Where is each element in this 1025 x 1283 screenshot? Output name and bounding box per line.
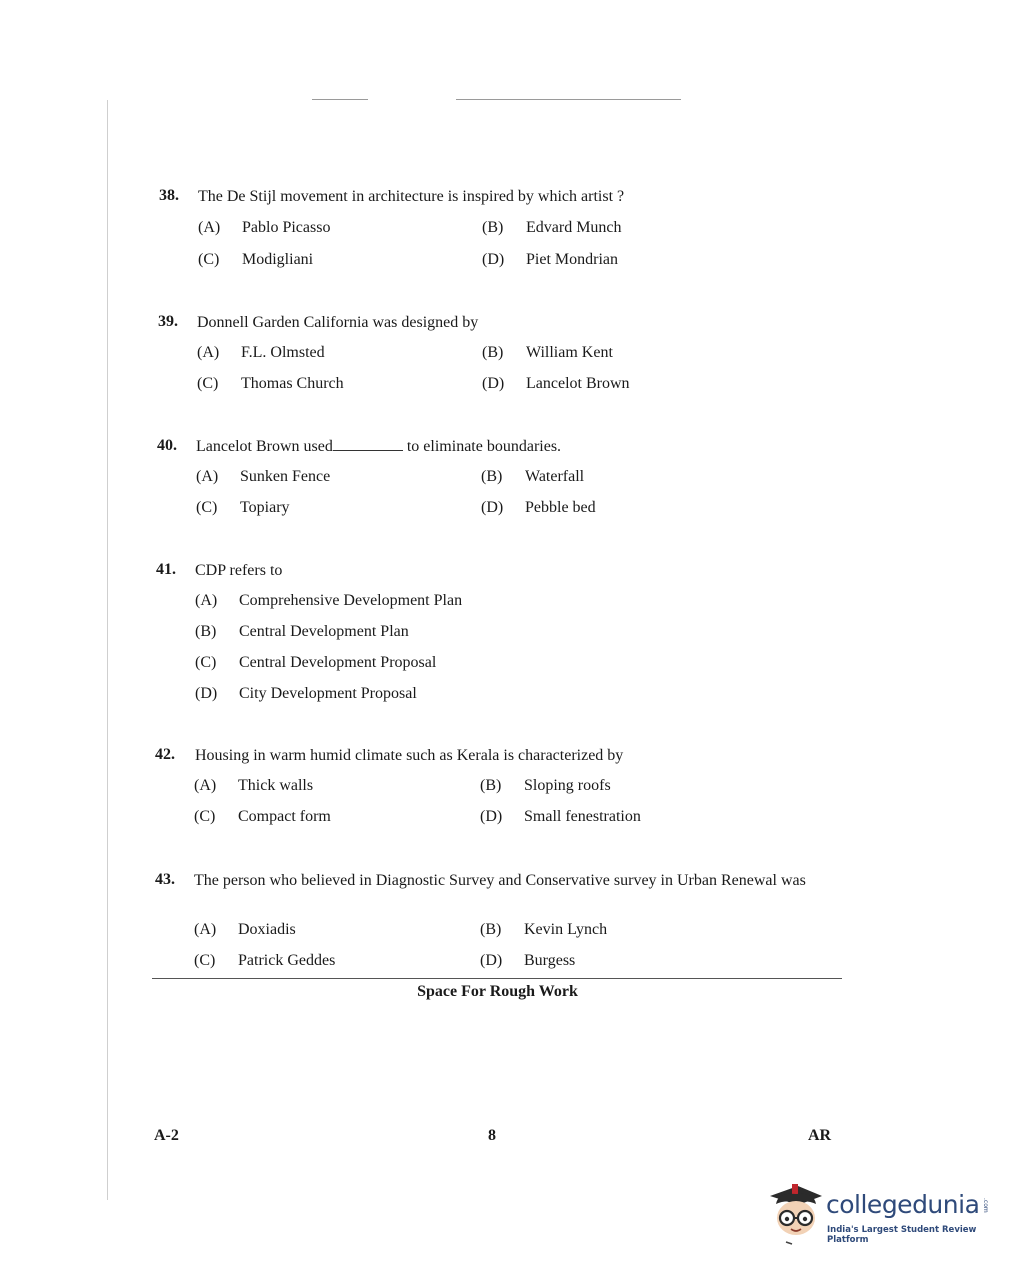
option-text: Central Development Plan (239, 623, 409, 640)
option-label: (A) (197, 344, 220, 361)
option-text: Topiary (240, 499, 290, 516)
option-label: (D) (482, 375, 505, 392)
option-text: Thomas Church (241, 375, 344, 392)
collegedunia-logo[interactable] (768, 1178, 998, 1248)
rough-work-heading: Space For Rough Work (417, 983, 578, 1000)
logo-tagline: India's Largest Student Review Platform (827, 1225, 977, 1245)
option-label: (D) (482, 251, 505, 268)
option-text: Lancelot Brown (526, 375, 630, 392)
option-text: Burgess (524, 952, 576, 969)
top-dash-left (312, 99, 368, 100)
option-text: Waterfall (525, 468, 585, 485)
question-text: CDP refers to (195, 562, 283, 579)
option-a (194, 921, 296, 939)
option-text: Kevin Lynch (524, 921, 608, 938)
option-label: (A) (198, 219, 221, 236)
question-number: 41. (156, 561, 176, 578)
option-text: Sunken Fence (240, 468, 331, 485)
logo-wordmark: collegedunia (826, 1190, 980, 1219)
option-b (480, 777, 611, 795)
question-text: The De Stijl movement in architecture is inspired by which artist ? (198, 188, 625, 205)
fill-in-blank (333, 440, 403, 451)
option-b (480, 921, 607, 939)
margin-line (107, 100, 108, 1200)
option-text: Central Development Proposal (239, 654, 437, 671)
option-text: Modigliani (242, 251, 314, 268)
option-d (480, 808, 641, 826)
option-text: Pablo Picasso (242, 219, 331, 236)
option-label: (D) (480, 952, 503, 969)
option-a (195, 592, 462, 610)
question-text-after-blank: to eliminate boundaries. (406, 438, 562, 455)
option-text: Comprehensive Development Plan (239, 592, 463, 609)
option-b (481, 468, 584, 486)
option-text: City Development Proposal (239, 685, 417, 702)
option-label: (C) (197, 375, 219, 392)
option-text: Sloping roofs (524, 777, 611, 794)
option-text: Compact form (238, 808, 331, 825)
option-label: (C) (194, 808, 216, 825)
option-label: (A) (194, 921, 217, 938)
student-mascot-icon (768, 1178, 824, 1248)
option-b (482, 219, 622, 237)
footer-subject: AR (808, 1127, 832, 1144)
question-text (196, 437, 561, 456)
question-text: The person who believed in Diagnostic Survey and Conservative survey in Urban Renewal was (194, 872, 806, 889)
question-number: 42. (155, 746, 175, 763)
option-c (198, 251, 313, 269)
option-text: Patrick Geddes (238, 952, 336, 969)
option-text: Edvard Munch (526, 219, 622, 236)
option-c (195, 654, 436, 672)
question-text-before-blank: Lancelot Brown used (196, 438, 333, 455)
option-text: Pebble bed (525, 499, 596, 516)
top-dash-right (456, 99, 681, 100)
option-text: F.L. Olmsted (241, 344, 325, 361)
option-d (480, 952, 575, 970)
option-c (194, 808, 331, 826)
option-a (197, 344, 325, 362)
question-number: 43. (155, 871, 175, 888)
option-text: Doxiadis (238, 921, 296, 938)
option-d (482, 375, 630, 393)
option-label: (B) (482, 219, 504, 236)
option-label: (B) (482, 344, 504, 361)
option-a (196, 468, 330, 486)
option-label: (C) (194, 952, 216, 969)
option-a (198, 219, 330, 237)
option-label: (B) (195, 623, 217, 640)
option-text: Thick walls (238, 777, 314, 794)
option-b (482, 344, 613, 362)
footer-code: A-2 (154, 1127, 179, 1144)
option-label: (C) (198, 251, 220, 268)
question-text: Donnell Garden California was designed by (197, 314, 479, 331)
option-text: Piet Mondrian (526, 251, 618, 268)
option-label: (B) (481, 468, 503, 485)
page-number: 8 (488, 1127, 496, 1144)
option-d (482, 251, 618, 269)
option-label: (B) (480, 777, 502, 794)
option-label: (C) (196, 499, 218, 516)
option-c (194, 952, 335, 970)
option-c (197, 375, 344, 393)
option-label: (D) (481, 499, 504, 516)
option-label: (D) (480, 808, 503, 825)
option-d (481, 499, 596, 517)
option-label: (C) (195, 654, 217, 671)
option-a (194, 777, 313, 795)
option-b (195, 623, 409, 641)
option-label: (A) (196, 468, 219, 485)
rough-work-divider (152, 978, 842, 979)
option-d (195, 685, 417, 703)
question-number: 39. (158, 313, 178, 330)
option-label: (A) (195, 592, 218, 609)
option-c (196, 499, 290, 517)
question-number: 40. (157, 437, 177, 454)
question-text: Housing in warm humid climate such as Kerala is characterized by (195, 747, 624, 764)
option-text: Small fenestration (524, 808, 641, 825)
option-text: William Kent (526, 344, 613, 361)
logo-suffix: .com (982, 1198, 989, 1213)
option-label: (A) (194, 777, 217, 794)
option-label: (B) (480, 921, 502, 938)
option-label: (D) (195, 685, 218, 702)
question-number: 38. (159, 187, 179, 204)
